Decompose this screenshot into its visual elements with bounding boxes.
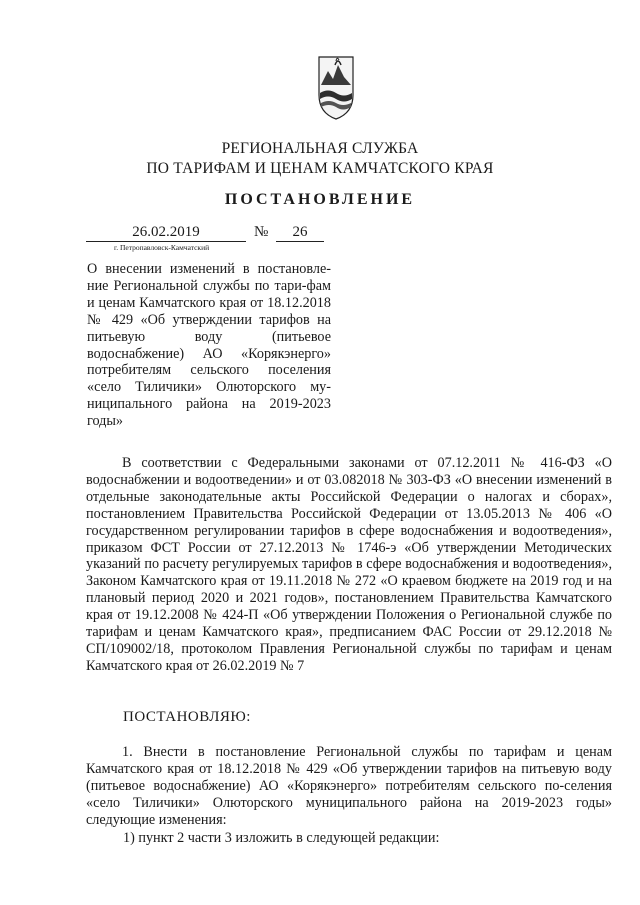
document-number: 26: [276, 223, 324, 242]
document-place: г. Петропавловск-Камчатский: [114, 243, 210, 252]
preamble-text: В соответствии с Федеральными законами от 07.12.2011 № 416-ФЗ «О водоснабжении и водоотведении» и от 03.082018 № 303-ФЗ «О внесении изменений в отдельные законодательные акты Российской Федерации о налогах и сборах», постановлением Правительства Российской Федерации от 13.05.2013 № 406 «О государственном регулировании тарифов в сфере водоснабжения и водоотведения», приказом ФСТ России от 27.12.2013 № 1746-э «Об утверждении Методических указаний по расчету регулируемых тарифов в сфере водоснабжения и водоотведения», Законом Камчатского края от 19.11.2018 № 272 «О краевом бюджете на 2019 год и на плановый период 2020 и 2021 годов», постановлением Правительства Камчатского края от 19.12.2008 № 424-П «Об утверждении Положения о Региональной службе по тарифам и ценам Камчатского края», предписанием ФАС России от 29.12.2018 № СП/109002/18, протоколом Правления Региональной службы по тарифам и ценам Камчатского края от 26.02.2019 № 7: [86, 455, 612, 674]
organization-name-line1: РЕГИОНАЛЬНАЯ СЛУЖБА: [221, 140, 419, 157]
item-1-text: 1. Внести в постановление Региональной службы по тарифам и ценам Камчатского края от 18.12.2018 № 429 «Об утверждении тарифов на питьевую воду (питьевое водоснабжение) АО «Корякэнерго» потребителям сельского по-селения «село Тиличики» Олюторского муниципального района на 2019-2023 годы» следующие изменения:: [86, 744, 612, 828]
resolve-heading: ПОСТАНОВЛЯЮ:: [123, 709, 251, 725]
kamchatka-coat-of-arms-icon: [316, 55, 356, 121]
document-type-title: ПОСТАНОВЛЕНИЕ: [224, 191, 416, 208]
item-1-paragraph: [86, 744, 612, 829]
document-subject: О внесении изменений в постановле-ние Региональной службы по тари-фам и ценам Камчатского края от 18.12.2018 № 429 «Об утверждении тарифов на питьевую воду (питьевое водоснабжение) АО «Корякэнерго» потребителям сельского поселения «село Тиличики» Олюторского му-ниципального района на 2019-2023 годы»: [87, 261, 331, 430]
document-date: 26.02.2019: [86, 223, 246, 242]
number-sign: №: [254, 224, 269, 240]
subitem-1-paragraph: 1) пункт 2 части 3 изложить в следующей редакции:: [123, 830, 440, 846]
organization-name-line2: ПО ТАРИФАМ И ЦЕНАМ КАМЧАТСКОГО КРАЯ: [146, 160, 494, 177]
preamble-paragraph: [86, 455, 612, 675]
